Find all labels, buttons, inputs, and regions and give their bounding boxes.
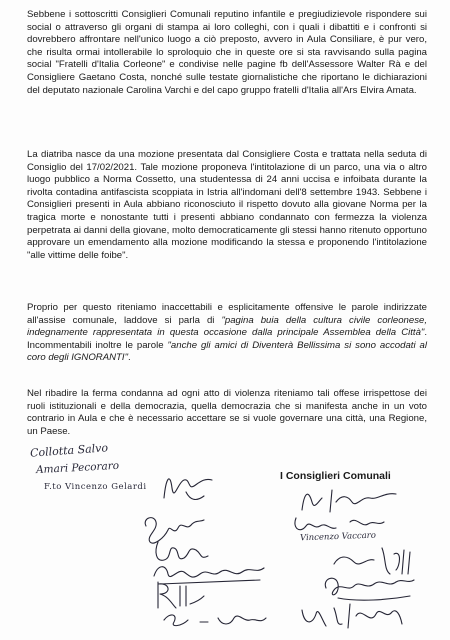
signature-scribble-6 — [160, 608, 270, 632]
council-members-heading: I Consiglieri Comunali — [280, 470, 391, 482]
paragraph-3-text-a: Proprio per questo riteniamo inaccettabili e esplicitamente offensive le parole indirizzate all'assise comunale, laddove si parla di — [27, 302, 427, 326]
paragraph-intro: Sebbene i sottoscritti Consiglieri Comunali reputino infantile e pregiudizievole rispondere sui social o attraverso gli organi di stampa ai loro colleghi, con i quali i dibattiti e i confronti si dovrebbero affrontare nell'unico luogo a ciò preposto, avvero in Aula Consiliare, è pur vero, che risulta ormai intollerabile lo sproloquio che in queste ore si sta ravvisando sulla pagina social "Fratelli d'Italia Corleone" e condivise nelle pagine fb dell'Assessore Walter Rà e del Consigliere Gaetano Costa, nonché sulle testate giornalistiche che riportano le dichiarazioni del deputato nazionale Carolina Varchi e del capo gruppo fratelli d'Italia all'Ars Elvira Amata. — [27, 9, 427, 96]
paragraph-motion: La diatriba nasce da una mozione presentata dal Consigliere Costa e trattata nella seduta di Consiglio del 17/02/2021. Tale mozione proponeva l'intitolazione di un parco, una via o altro luogo pubblico a Norma Cossetto, una studentessa di 24 anni uccisa e infoibata durante la rivolta contadina antifascista scoppiata in Istria all'indomani dell'8 settembre 1943. Sebbene i Consiglieri presenti in Aula abbiano riconosciuto il rispetto dovuto alla giovane Norma per la tragica morte e nonostante tutti i presenti abbiano condannato con fermezza la violenza perpetrata ai danni della giovane, molto democraticamente gli stessi hanno ritenuto opportuno approvare un emendamento alla mozione modificando la stessa e proponendo l'intitolazione "alle vittime delle foibe". — [27, 149, 427, 261]
signature-scribble-1 — [160, 468, 220, 508]
signature-vaccaro: Vincenzo Vaccaro — [299, 530, 377, 544]
signature-pecoraro: Amari Pecoraro — [35, 459, 120, 477]
signature-scribble-5 — [150, 578, 210, 612]
signatures-area — [0, 440, 450, 640]
quote-ignoranti: "anche gli amici di Diventerà Bellissima si sono accodati al coro degli IGNORANTI" — [27, 339, 427, 364]
signature-collotta: Collotta Salvo — [29, 441, 109, 460]
paragraph-condemnation: Nel ribadire la ferma condanna ad ogni atto di violenza riteniamo tali offese irrispettose dei ruoli istituzionali e della democrazia, quella democrazia che si manifesta anche in un voto contrario in Aula e che è necessario accettare se si vuole governare una città, una Regione, un Paese. — [27, 388, 427, 437]
paragraph-3-text-c: . — [127, 352, 131, 364]
quote-pagina-buia: "pagina buia della cultura civile corleonese, indegnamente rappresentata in questa occasione dalla principale Assemblea della Città" — [27, 314, 428, 339]
signature-gelardi: F.to Vincenzo Gelardi — [44, 482, 147, 492]
signature-scribble-8 — [290, 510, 390, 536]
paragraph-offensive-words — [27, 302, 427, 365]
paragraph-3-text-b: . Incommentabili inoltre le parole — [27, 327, 427, 351]
signature-scribble-11 — [296, 596, 406, 636]
